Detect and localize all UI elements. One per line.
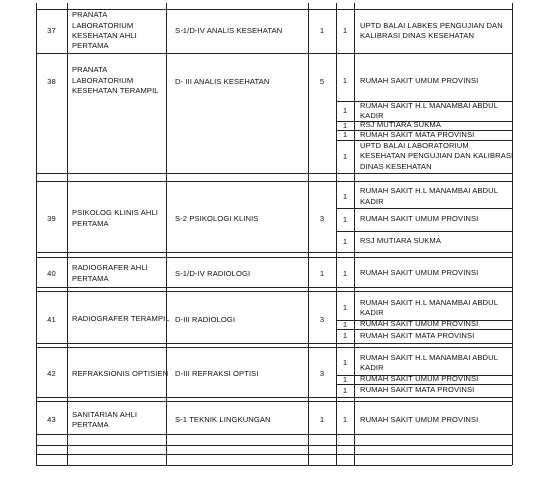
qualification: D-III REFRAKSI OPTISI <box>175 369 259 378</box>
position-name-line: RADIOGRAFER TERAMPIL <box>72 314 170 324</box>
row-divider <box>36 181 512 182</box>
row-divider <box>36 454 512 455</box>
qualification: D-III RADIOLOGI <box>175 314 236 324</box>
allocation-count: 1 <box>342 303 348 312</box>
column-divider <box>67 3 68 465</box>
work-unit-line: KALIBRASI DINAS KESEHATAN <box>360 31 475 40</box>
work-unit-line: RUMAH SAKIT MATA PROVINSI <box>360 385 475 395</box>
work-unit-line: RSJ MUTIARA SUKMA <box>360 236 442 246</box>
row-number: 40 <box>47 268 56 278</box>
qualification: S-1/D-IV RADIOLOGI <box>175 268 251 278</box>
row-divider <box>36 347 512 348</box>
qualification: S-1 TEKNIK LINGKUNGAN <box>175 415 271 424</box>
row-divider <box>36 445 512 446</box>
position-name-line: PRANATA <box>72 10 108 20</box>
row-divider <box>36 173 512 174</box>
row-divider <box>36 252 512 253</box>
work-unit-line: RUMAH SAKIT UMUM PROVINSI <box>360 319 479 329</box>
row-number: 38 <box>47 77 56 86</box>
allocation-count: 1 <box>342 214 348 224</box>
work-unit-line: RUMAH SAKIT H.L MANAMBAI ABDUL <box>360 186 499 196</box>
position-name-line: LABORATORIUM <box>72 75 134 85</box>
column-divider <box>512 3 513 465</box>
row-divider <box>36 53 512 54</box>
total-need: 1 <box>319 26 325 35</box>
work-unit-line: RUMAH SAKIT H.L MANAMBAI ABDUL <box>360 297 499 307</box>
work-unit-line: KADIR <box>360 308 384 317</box>
position-name-line: PRANATA <box>72 65 108 75</box>
qualification: S-1/D-IV ANALIS KESEHATAN <box>175 26 283 35</box>
work-unit-line: DINAS KESEHATAN <box>360 161 432 171</box>
allocation-count: 1 <box>342 76 348 85</box>
qualification: S-2 PSIKOLOGI KLINIS <box>175 213 259 223</box>
total-need: 3 <box>319 314 325 324</box>
allocation-count: 1 <box>342 191 348 201</box>
position-name-line: SANITARIAN AHLI <box>72 409 138 419</box>
work-unit-line: KADIR <box>360 196 384 206</box>
work-unit-line: RUMAH SAKIT H.L MANAMBAI ABDUL <box>360 352 499 362</box>
column-divider <box>308 3 309 465</box>
allocation-count: 1 <box>342 358 348 367</box>
total-need: 3 <box>319 369 325 378</box>
work-unit-line: UPTD BALAI LABKES PENGUJIAN DAN <box>360 20 503 30</box>
row-divider <box>36 465 512 466</box>
work-unit-line: RUMAH SAKIT UMUM PROVINSI <box>360 374 479 384</box>
work-unit-line: RSJ MUTIARA SUKMA <box>360 120 442 130</box>
allocation-count: 1 <box>342 331 348 340</box>
total-need: 1 <box>319 268 325 278</box>
work-unit-line: KADIR <box>360 363 384 372</box>
position-name-line: RADIOGRAFER AHLI <box>72 263 148 273</box>
allocation-count: 1 <box>342 415 348 424</box>
total-need: 5 <box>319 77 325 86</box>
allocation-count: 1 <box>342 26 348 35</box>
row-number: 43 <box>47 415 56 424</box>
allocation-count: 1 <box>342 106 348 115</box>
row-divider <box>36 401 512 402</box>
row-number: 41 <box>47 314 56 324</box>
total-need: 3 <box>319 213 325 223</box>
position-name-line: PERTAMA <box>72 218 109 228</box>
work-unit-line: KADIR <box>360 111 384 120</box>
allocation-count: 1 <box>342 236 348 246</box>
row-divider <box>36 257 512 258</box>
row-divider <box>36 397 512 398</box>
position-name-line: KESEHATAN AHLI <box>72 31 137 40</box>
work-unit-line: RUMAH SAKIT MATA PROVINSI <box>360 330 475 340</box>
allocation-count: 1 <box>342 319 348 329</box>
position-name-line: PERTAMA <box>72 273 109 283</box>
work-unit-line: RUMAH SAKIT UMUM PROVINSI <box>360 414 479 424</box>
row-number: 42 <box>47 369 56 378</box>
row-divider <box>36 291 512 292</box>
work-unit-line: RUMAH SAKIT UMUM PROVINSI <box>360 268 479 278</box>
work-unit-line: KESEHATAN PENGUJIAN DAN KALIBRASI <box>360 151 514 161</box>
row-divider <box>36 287 512 288</box>
work-unit-line: RUMAH SAKIT UMUM PROVINSI <box>360 75 479 85</box>
total-need: 1 <box>319 415 325 424</box>
row-divider <box>36 434 512 435</box>
row-divider <box>336 208 512 209</box>
work-unit-line: RUMAH SAKIT H.L MANAMBAI ABDUL <box>360 100 499 110</box>
column-divider <box>36 3 37 465</box>
position-name-line: PERTAMA <box>72 420 109 429</box>
work-unit-line: UPTD BALAI LABORATORIUM <box>360 140 469 150</box>
allocation-count: 1 <box>342 120 348 130</box>
position-name-line: LABORATORIUM <box>72 20 134 30</box>
row-number: 39 <box>47 213 56 223</box>
row-divider <box>336 231 512 232</box>
allocation-count: 1 <box>342 385 348 395</box>
allocation-count: 1 <box>342 130 348 139</box>
work-unit-line: RUMAH SAKIT UMUM PROVINSI <box>360 214 479 224</box>
row-number: 37 <box>47 26 56 35</box>
work-unit-line: RUMAH SAKIT MATA PROVINSI <box>360 129 475 139</box>
allocation-count: 1 <box>342 151 348 161</box>
allocation-count: 1 <box>342 374 348 384</box>
position-name-line: KESEHATAN TERAMPIL <box>72 86 159 96</box>
qualification: D- III ANALIS KESEHATAN <box>175 77 270 86</box>
column-divider <box>166 3 167 465</box>
position-name-line: PERTAMA <box>72 41 109 51</box>
allocation-count: 1 <box>342 268 348 278</box>
position-name-line: REFRAKSIONIS OPTISIEN <box>72 368 169 378</box>
row-divider <box>36 343 512 344</box>
column-divider <box>354 3 355 465</box>
position-name-line: PSIKOLOG KLINIS AHLI <box>72 208 158 218</box>
